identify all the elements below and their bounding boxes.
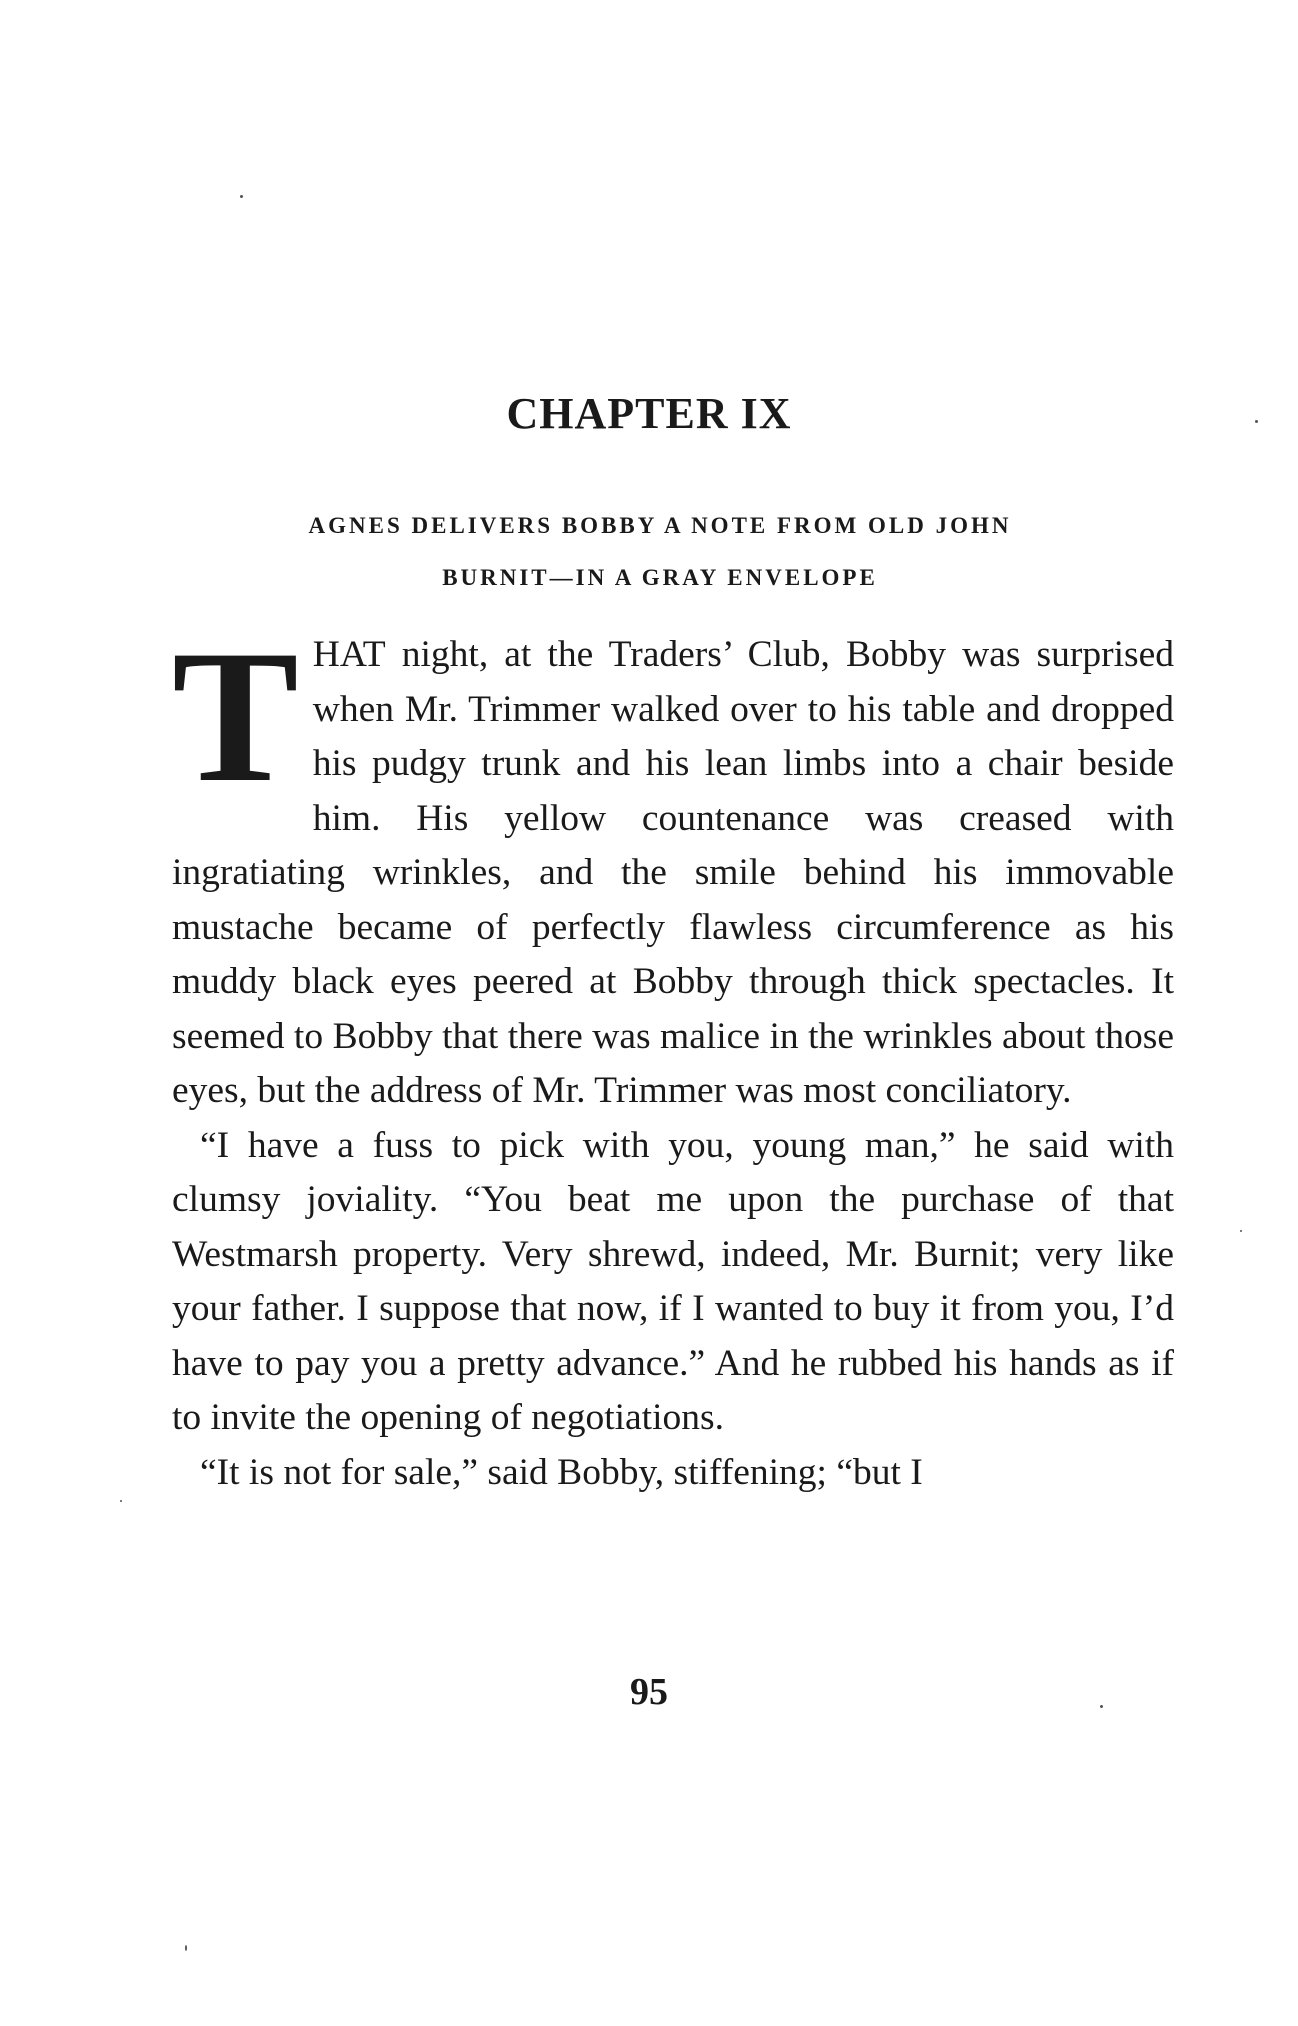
- paper-speck: [120, 1500, 122, 1502]
- chapter-body: [172, 612, 1174, 1500]
- paper-speck: [1100, 1705, 1103, 1708]
- opening-word: HAT: [312, 634, 386, 675]
- paper-speck: [1255, 420, 1258, 423]
- chapter-subtitle-line-2: BURNIT—IN A GRAY ENVELOPE: [442, 565, 878, 590]
- chapter-heading: CHAPTER IX: [506, 389, 792, 438]
- page-number: 95: [630, 1671, 668, 1713]
- paper-speck: [240, 195, 243, 198]
- paragraph-2: “I have a fuss to pick with you, young man,” he said with clumsy joviality. “You beat me upon the purchase of that Westmarsh property. Very shrewd, indeed, Mr. Burnit; very like your father. I suppose that now, if I wanted to buy it from you, I’d have to pay you a pretty advance.” And he rubbed his hands as if to invite the opening of negotiations.: [172, 1124, 1174, 1438]
- paragraph-3: “It is not for sale,” said Bobby, stiffening; “but I: [200, 1451, 923, 1493]
- paper-speck: [185, 1945, 187, 1951]
- chapter-subtitle-line-1: AGNES DELIVERS BOBBY A NOTE FROM OLD JOHN: [308, 513, 1012, 538]
- chapter-subtitle: [200, 500, 1120, 604]
- paragraph-1-text: night, at the Traders’ Club, Bobby was surprised when Mr. Trimmer walked over to his table and dropped his pudgy trunk and his lean limbs into a chair beside him. His yellow countenance was creased with ingratiating wrinkles, and the smile behind his immovable mustache became of perfectly flawless circumference as his muddy black eyes peered at Bobby through thick spectacles. It seemed to Bobby that there was malice in the wrinkles about those eyes, but the address of Mr. Trimmer was most conciliatory.: [172, 634, 1174, 1111]
- drop-cap: T: [172, 612, 299, 822]
- paragraph-1: [172, 612, 1174, 1119]
- paper-speck: [1240, 1230, 1242, 1232]
